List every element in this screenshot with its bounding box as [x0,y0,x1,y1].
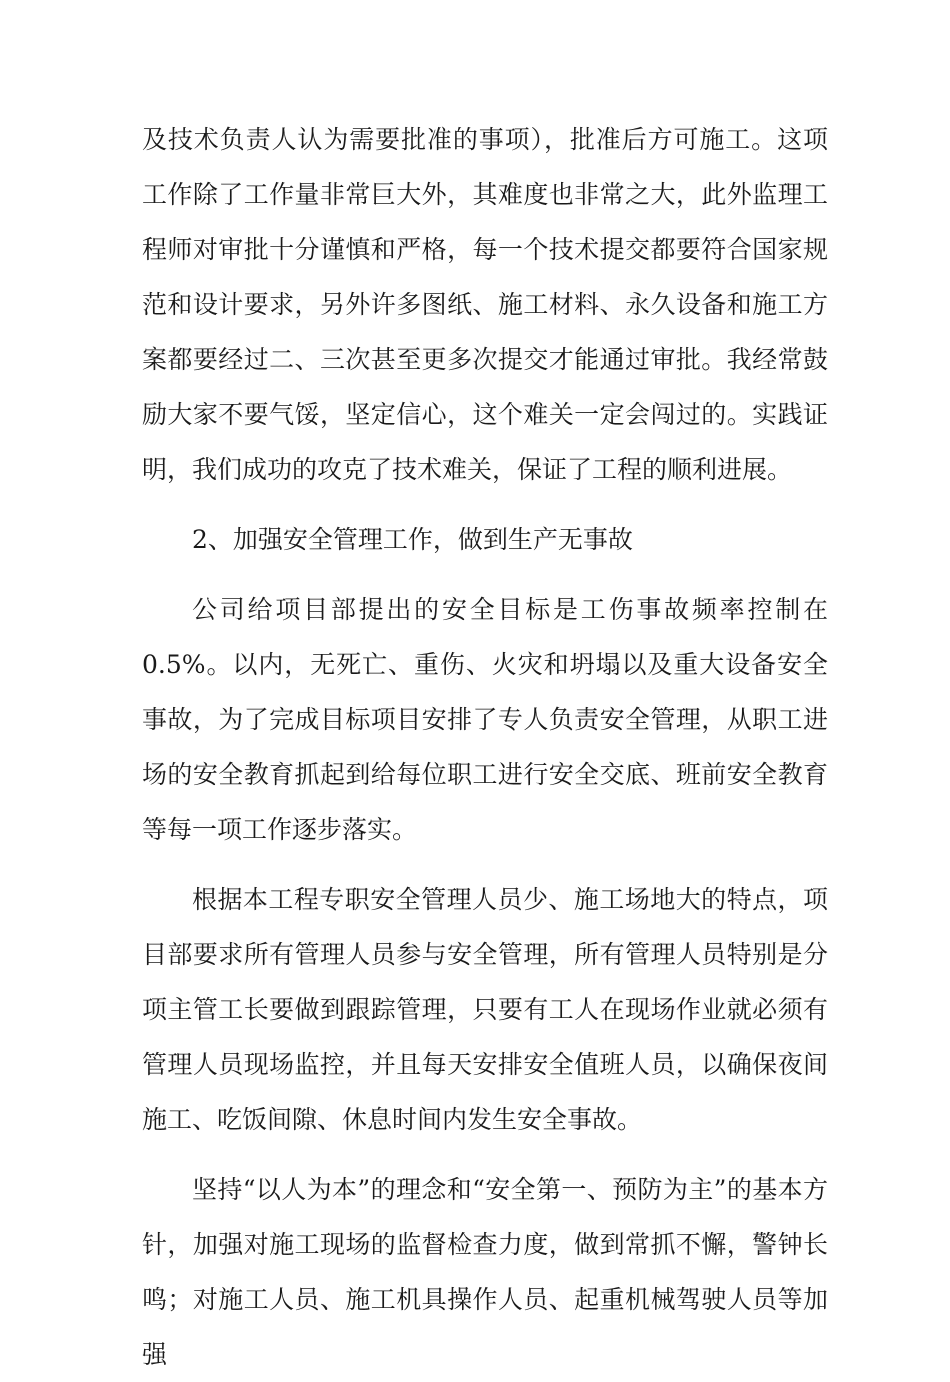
section-heading: 2、加强安全管理工作，做到生产无事故 [192,525,633,554]
document-body [142,112,828,1382]
paragraph-safety-target: 公司给项目部提出的安全目标是工伤事故频率控制在0.5%。以内，无死亡、重伤、火灾和坍塌以及重大设备安全事故，为了完成目标项目安排了专人负责安全管理，从职工进场的安全教育抓起到给每位职工进行安全交底、班前安全教育等每一项工作逐步落实。 [142,595,828,844]
paragraph-continuation: 及技术负责人认为需要批准的事项），批准后方可施工。这项工作除了工作量非常巨大外，其难度也非常之大，此外监理工程师对审批十分谨慎和严格，每一个技术提交都要符合国家规范和设计要求，另外许多图纸、施工材料、永久设备和施工方案都要经过二、三次甚至更多次提交才能通过审批。我经常鼓励大家不要气馁，坚定信心，这个难关一定会闯过的。实践证明，我们成功的攻克了技术难关，保证了工程的顺利进展。 [142,125,828,484]
paragraph-safety-staffing: 根据本工程专职安全管理人员少、施工场地大的特点，项目部要求所有管理人员参与安全管理，所有管理人员特别是分项主管工长要做到跟踪管理，只要有工人在现场作业就必须有管理人员现场监控，并且每天安排安全值班人员，以确保夜间施工、吃饭间隙、休息时间内发生安全事故。 [142,885,828,1134]
paragraph-safety-policy: 坚持“以人为本”的理念和“安全第一、预防为主”的基本方针，加强对施工现场的监督检查力度，做到常抓不懈，警钟长鸣；对施工人员、施工机具操作人员、起重机械驾驶人员等加强 [142,1175,828,1369]
